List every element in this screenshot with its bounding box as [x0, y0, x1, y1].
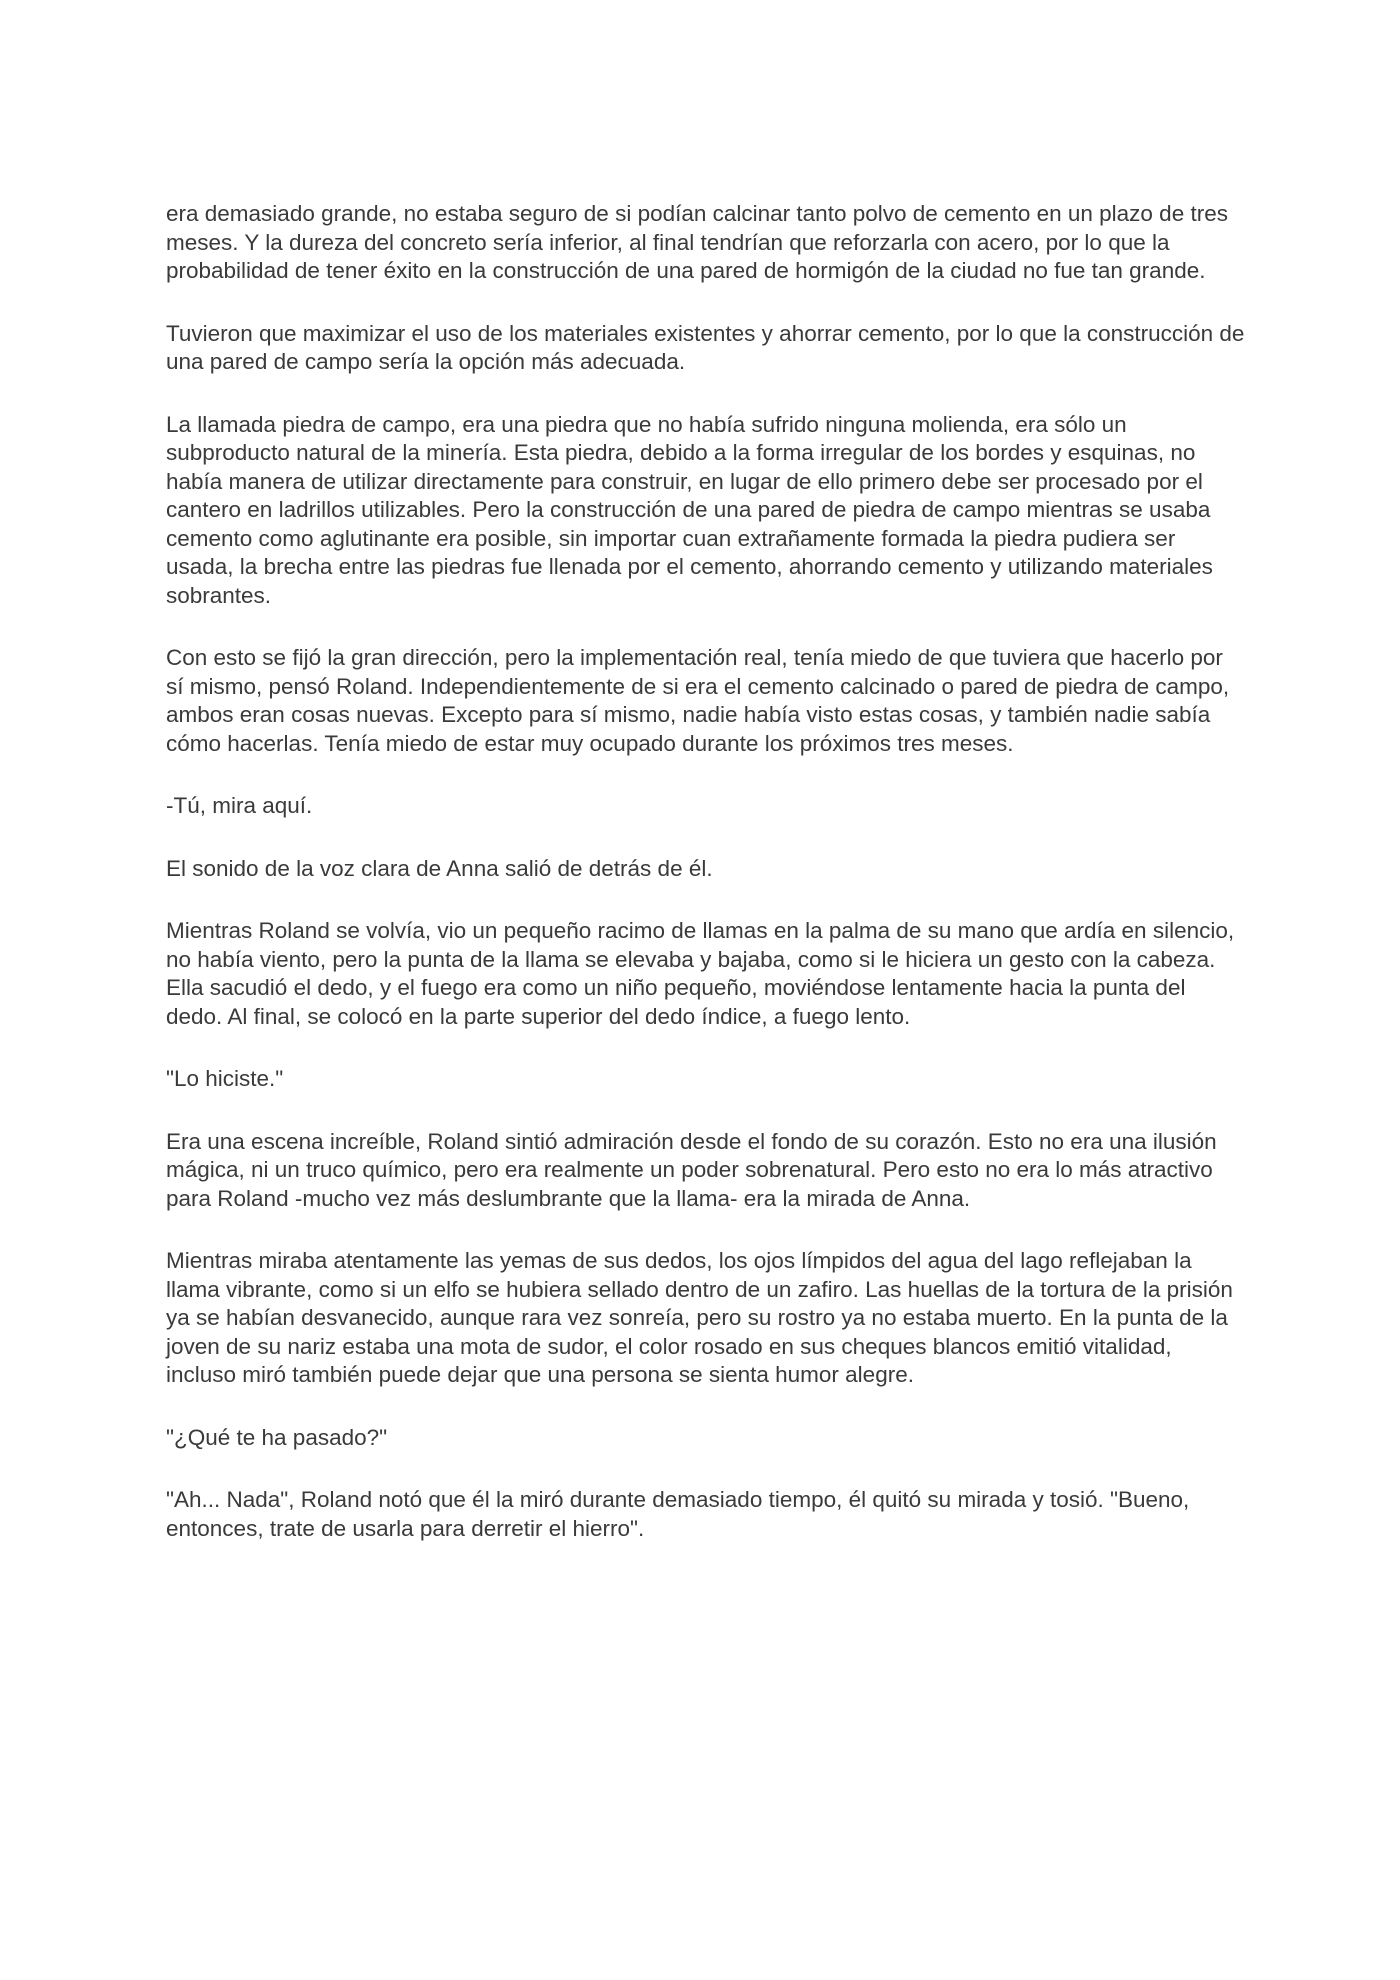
- paragraph: La llamada piedra de campo, era una piedra que no había sufrido ninguna molienda, era sólo un subproducto natural de la minería. Esta piedra, debido a la forma irregular de los bordes y esquinas, no había manera de utilizar directamente para construir, en lugar de ello primero debe ser procesado por el cantero en ladrillos utilizables. Pero la construcción de una pared de piedra de campo mientras se usaba cemento como aglutinante era posible, sin importar cuan extrañamente formada la piedra pudiera ser usada, la brecha entre las piedras fue llenada por el cemento, ahorrando cemento y utilizando materiales sobrantes.: [166, 411, 1213, 608]
- paragraph: El sonido de la voz clara de Anna salió de detrás de él.: [166, 855, 713, 881]
- paragraph: Tuvieron que maximizar el uso de los materiales existentes y ahorrar cemento, por lo que la construcción de una pared de campo sería la opción más adecuada.: [166, 320, 1245, 374]
- paragraph: "Lo hiciste.": [166, 1066, 284, 1091]
- paragraph: Mientras Roland se volvía, vio un pequeño racimo de llamas en la palma de su mano que ardía en silencio, no había viento, pero la punta de la llama se elevaba y bajaba, como si le hiciera un gesto con la cabeza. Ella sacudió el dedo, y el fuego era como un niño pequeño, moviéndose lentamente hacia la punta del dedo. Al final, se colocó en la parte superior del dedo índice, a fuego lento.: [166, 918, 1235, 1029]
- paragraph: Era una escena increíble, Roland sintió admiración desde el fondo de su corazón. Esto no era una ilusión mágica, ni un truco químico, pero era realmente un poder sobrenatural. Pero esto no era lo más atractivo para Roland -mucho vez más deslumbrante que la llama- era la mirada de Anna.: [166, 1128, 1217, 1211]
- paragraph: "Ah... Nada", Roland notó que él la miró durante demasiado tiempo, él quitó su mirada y tosió. "Bueno, entonces, trate de usarla para derretir el hierro".: [166, 1487, 1190, 1541]
- paragraph: "¿Qué te ha pasado?": [166, 1424, 388, 1450]
- paragraph: Con esto se fijó la gran dirección, pero la implementación real, tenía miedo de que tuviera que hacerlo por sí mismo, pensó Roland. Independientemente de si era el cemento calcinado o pared de piedra de campo, ambos eran cosas nuevas. Excepto para sí mismo, nadie había visto estas cosas, y también nadie sabía cómo hacerlas. Tenía miedo de estar muy ocupado durante los próximos tres meses.: [166, 645, 1230, 756]
- paragraph: -Tú, mira aquí.: [166, 793, 313, 818]
- paragraph: Mientras miraba atentamente las yemas de sus dedos, los ojos límpidos del agua del lago reflejaban la llama vibrante, como si un elfo se hubiera sellado dentro de un zafiro. Las huellas de la tortura de la prisión ya se habían desvanecido, aunque rara vez sonreía, pero su rostro ya no estaba muerto. En la punta de la joven de su nariz estaba una mota de sudor, el color rosado en sus cheques blancos emitió vitalidad, incluso miró también puede dejar que una persona se sienta humor alegre.: [166, 1248, 1233, 1387]
- document-body: [166, 200, 1246, 1577]
- paragraph: era demasiado grande, no estaba seguro de si podían calcinar tanto polvo de cemento en un plazo de tres meses. Y la dureza del concreto sería inferior, al final tendrían que reforzarla con acero, por lo que la probabilidad de tener éxito en la construcción de una pared de hormigón de la ciudad no fue tan grande.: [166, 201, 1228, 283]
